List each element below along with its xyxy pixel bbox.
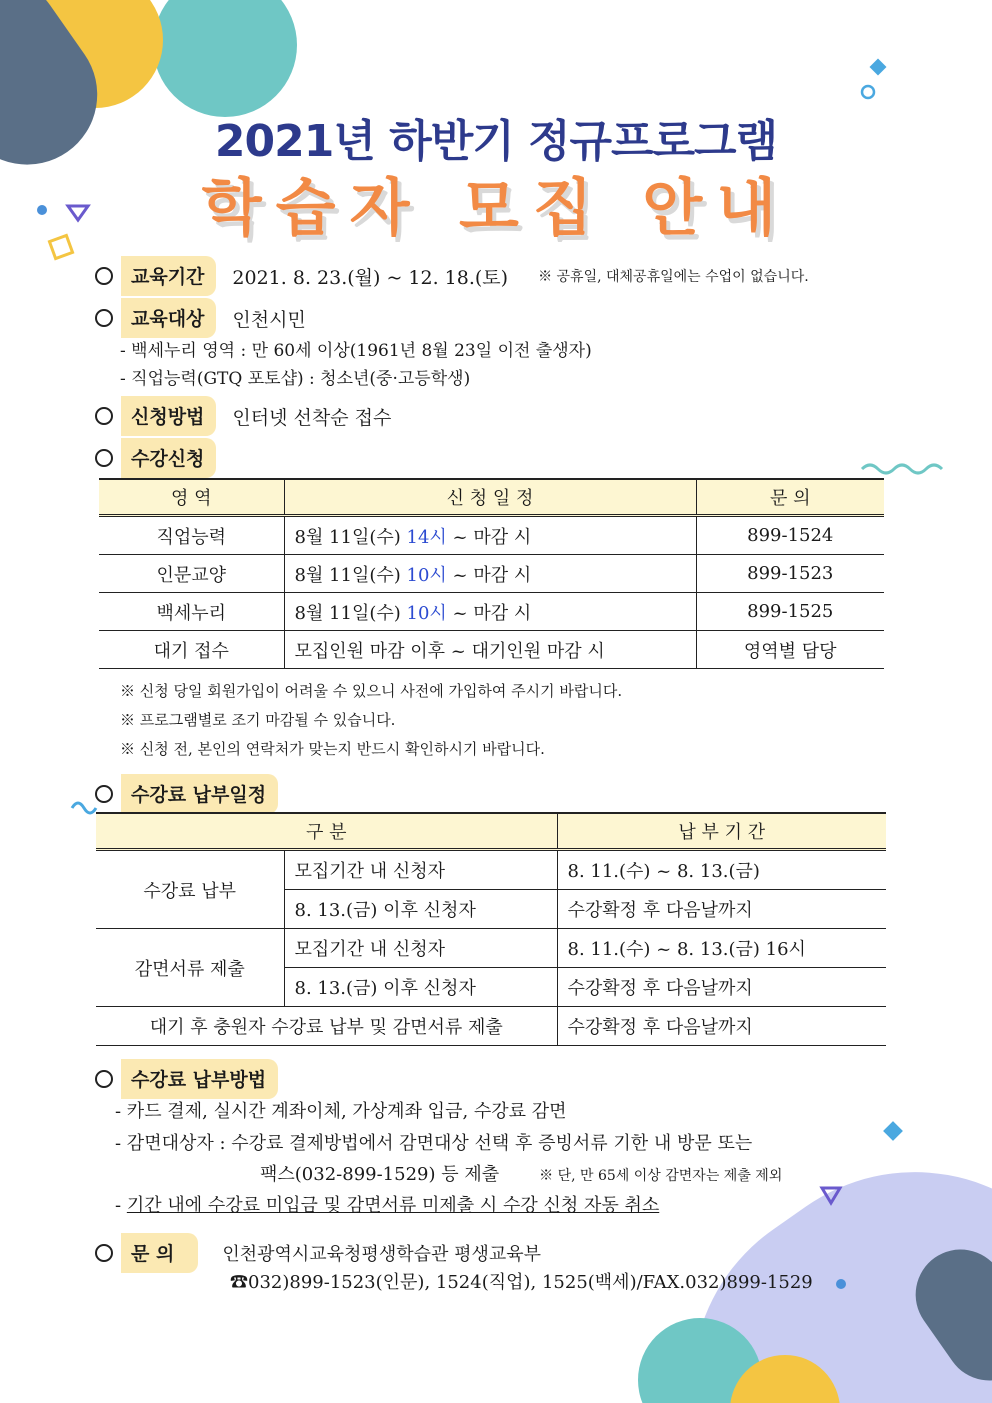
section-payment-schedule xyxy=(95,774,294,814)
group-cell: 대기 후 충원자 수강료 납부 및 감면서류 제출 xyxy=(96,1007,557,1046)
sub-cell: 8. 13.(금) 이후 신청자 xyxy=(284,890,557,929)
table-row xyxy=(96,850,886,890)
payment-method-item: - 카드 결제, 실시간 계좌이체, 가상계좌 입금, 수강료 감면 xyxy=(115,1101,567,1122)
contact-cell: 899-1524 xyxy=(696,516,884,555)
registration-note: ※ 프로그램별로 조기 마감될 수 있습니다. xyxy=(120,711,396,729)
section-target xyxy=(95,298,306,338)
group-cell: 수강료 납부 xyxy=(96,850,284,929)
circle-bullet-icon xyxy=(95,1244,113,1262)
section-contact xyxy=(95,1233,541,1273)
registration-note: ※ 신청 당일 회원가입이 어려울 수 있으니 사전에 가입하여 주시기 바랍니다. xyxy=(120,682,623,700)
contact-phone: ☎032)899-1523(인문), 1524(직업), 1525(백세)/FAX.032)899-1529 xyxy=(230,1272,813,1293)
period-value: 2021. 8. 23.(월) ~ 12. 18.(토) xyxy=(232,266,509,289)
table-row xyxy=(99,516,884,555)
table-header: 신 청 일 정 xyxy=(284,479,696,516)
area-cell: 인문교양 xyxy=(99,555,284,593)
period-cell: 수강확정 후 다음날까지 xyxy=(557,890,886,929)
table-row xyxy=(99,555,884,593)
table-header: 문 의 xyxy=(696,479,884,516)
circle-bullet-icon xyxy=(95,309,113,327)
contact-cell: 899-1525 xyxy=(696,593,884,631)
date-cell: 모집인원 마감 이후 ~ 대기인원 마감 시 xyxy=(284,631,696,669)
registration-note: ※ 신청 전, 본인의 연락처가 맞는지 반드시 확인하시기 바랍니다. xyxy=(120,740,545,758)
circle-bullet-icon xyxy=(95,267,113,285)
circle-bullet-icon xyxy=(95,785,113,803)
page-title: 2021년 하반기 정규프로그램 xyxy=(214,116,778,167)
target-item: - 백세누리 영역 : 만 60세 이상(1961년 8월 23일 이전 출생자) xyxy=(120,341,592,361)
area-cell: 백세누리 xyxy=(99,593,284,631)
sub-cell: 모집기간 내 신청자 xyxy=(284,850,557,890)
section-label: 문 의 xyxy=(121,1233,198,1273)
area-cell: 직업능력 xyxy=(99,516,284,555)
area-cell: 대기 접수 xyxy=(99,631,284,669)
table-header: 구 분 xyxy=(96,813,557,850)
period-note: ※ 공휴일, 대체공휴일에는 수업이 없습니다. xyxy=(538,269,809,285)
section-label: 수강료 납부일정 xyxy=(121,774,278,814)
table-row xyxy=(96,929,886,968)
circle-bullet-icon xyxy=(95,407,113,425)
apply-method-value: 인터넷 선착순 접수 xyxy=(232,406,392,429)
table-row xyxy=(99,631,884,669)
date-cell: 8월 11일(수) 14시 ~ 마감 시 xyxy=(284,516,696,555)
table-row xyxy=(96,1007,886,1046)
section-label: 교육기간 xyxy=(121,256,216,296)
table-header: 납 부 기 간 xyxy=(557,813,886,850)
period-cell: 8. 11.(수) ~ 8. 13.(금) xyxy=(557,850,886,890)
page-subtitle: 학습자 모집 안내 xyxy=(201,171,791,244)
period-cell: 수강확정 후 다음날까지 xyxy=(557,1007,886,1046)
section-label: 교육대상 xyxy=(121,298,216,338)
circle-bullet-icon xyxy=(95,449,113,467)
contact-cell: 영역별 담당 xyxy=(696,631,884,669)
group-cell: 감면서류 제출 xyxy=(96,929,284,1007)
contact-cell: 899-1523 xyxy=(696,555,884,593)
target-value: 인천시민 xyxy=(232,308,306,331)
section-label: 수강신청 xyxy=(121,438,216,478)
period-cell: 수강확정 후 다음날까지 xyxy=(557,968,886,1007)
section-label: 신청방법 xyxy=(121,396,216,436)
sub-cell: 모집기간 내 신청자 xyxy=(284,929,557,968)
payment-method-item-cont: 팩스(032-899-1529) 등 제출 ※ 단, 만 65세 이상 감면자는 제출 제외 xyxy=(260,1164,783,1185)
registration-table xyxy=(99,478,884,669)
section-registration xyxy=(95,438,232,478)
period-cell: 8. 11.(수) ~ 8. 13.(금) 16시 xyxy=(557,929,886,968)
contact-org: 인천광역시교육청평생학습관 평생교육부 xyxy=(222,1244,542,1265)
target-item: - 직업능력(GTQ 포토샵) : 청소년(중·고등학생) xyxy=(120,369,471,389)
date-cell: 8월 11일(수) 10시 ~ 마감 시 xyxy=(284,593,696,631)
section-payment-method xyxy=(95,1059,294,1099)
section-label: 수강료 납부방법 xyxy=(121,1059,278,1099)
payment-method-warning: - 기간 내에 수강료 미입금 및 감면서류 미제출 시 수강 신청 자동 취소 xyxy=(115,1195,660,1216)
section-apply-method xyxy=(95,396,391,436)
payment-method-item: - 감면대상자 : 수강료 결제방법에서 감면대상 선택 후 증빙서류 기한 내 방문 또는 xyxy=(115,1133,753,1154)
circle-bullet-icon xyxy=(95,1070,113,1088)
table-row xyxy=(99,593,884,631)
date-cell: 8월 11일(수) 10시 ~ 마감 시 xyxy=(284,555,696,593)
table-header: 영 역 xyxy=(99,479,284,516)
section-period xyxy=(95,256,809,296)
sub-cell: 8. 13.(금) 이후 신청자 xyxy=(284,968,557,1007)
payment-schedule-table xyxy=(96,812,886,1046)
